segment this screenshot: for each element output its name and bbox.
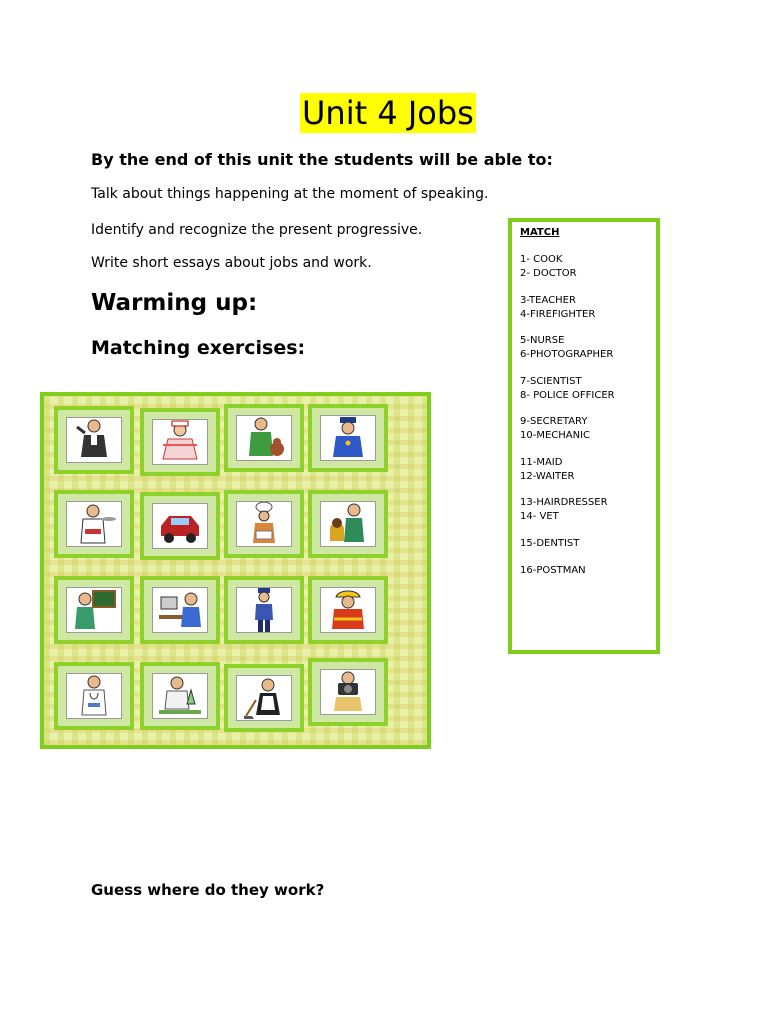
secretary-icon — [157, 587, 203, 633]
picture-cell — [54, 406, 134, 474]
doctor-icon — [74, 673, 114, 719]
picture-cell — [224, 576, 304, 644]
objective-item: Talk about things happening at the moment of speaking. — [91, 186, 489, 202]
picture-cell — [308, 404, 388, 472]
mechanic-icon — [157, 504, 203, 548]
picture-cell — [308, 658, 388, 726]
teacher-icon — [71, 587, 117, 633]
objective-item: Write short essays about jobs and work. — [91, 255, 372, 271]
photographer-icon — [326, 669, 370, 715]
businessman-icon — [74, 417, 114, 463]
police-officer-icon — [326, 415, 370, 461]
nurse-icon — [157, 420, 203, 464]
match-item: 9-SECRETARY — [520, 416, 588, 427]
page-title: Unit 4 Jobs — [302, 94, 474, 132]
match-item: 12-WAITER — [520, 471, 575, 482]
picture-cell — [308, 576, 388, 644]
match-item: 14- VET — [520, 511, 559, 522]
picture-cell — [224, 404, 304, 472]
objective-item: Identify and recognize the present progressive. — [91, 222, 423, 238]
match-item: 3-TEACHER — [520, 295, 576, 306]
picture-cell — [54, 576, 134, 644]
match-item: 1- COOK — [520, 254, 563, 265]
picture-cell — [224, 664, 304, 732]
postman-icon — [248, 586, 280, 634]
match-item: 2- DOCTOR — [520, 268, 577, 279]
picture-cell — [140, 576, 220, 644]
match-item: 8- POLICE OFFICER — [520, 390, 615, 401]
match-item: 5-NURSE — [520, 335, 565, 346]
job-pictures-grid — [40, 392, 431, 749]
matching-heading: Matching exercises: — [91, 337, 306, 359]
picture-cell — [54, 662, 134, 730]
picture-cell — [54, 490, 134, 558]
picture-cell — [308, 490, 388, 558]
vet-icon — [241, 415, 287, 461]
firefighter-icon — [326, 587, 370, 633]
picture-cell — [224, 490, 304, 558]
match-item: 10-MECHANIC — [520, 430, 591, 441]
match-list-box — [508, 218, 660, 654]
cook-icon — [244, 501, 284, 547]
hairdresser-icon — [326, 501, 370, 547]
objectives-heading: By the end of this unit the students will be able to: — [91, 150, 553, 169]
match-item: 16-POSTMAN — [520, 565, 586, 576]
match-item: 4-FIREFIGHTER — [520, 309, 596, 320]
picture-cell — [140, 492, 220, 560]
guess-heading: Guess where do they work? — [91, 881, 325, 899]
match-item: 15-DENTIST — [520, 538, 580, 549]
picture-cell — [140, 408, 220, 476]
match-item: 13-HAIRDRESSER — [520, 497, 608, 508]
match-heading: MATCH — [520, 227, 560, 238]
scientist-icon — [157, 674, 203, 718]
match-item: 7-SCIENTIST — [520, 376, 582, 387]
match-item: 11-MAID — [520, 457, 563, 468]
waiter-icon — [71, 501, 117, 547]
picture-cell — [140, 662, 220, 730]
match-item: 6-PHOTOGRAPHER — [520, 349, 614, 360]
warming-up-heading: Warming up: — [91, 290, 258, 316]
maid-icon — [244, 676, 284, 720]
